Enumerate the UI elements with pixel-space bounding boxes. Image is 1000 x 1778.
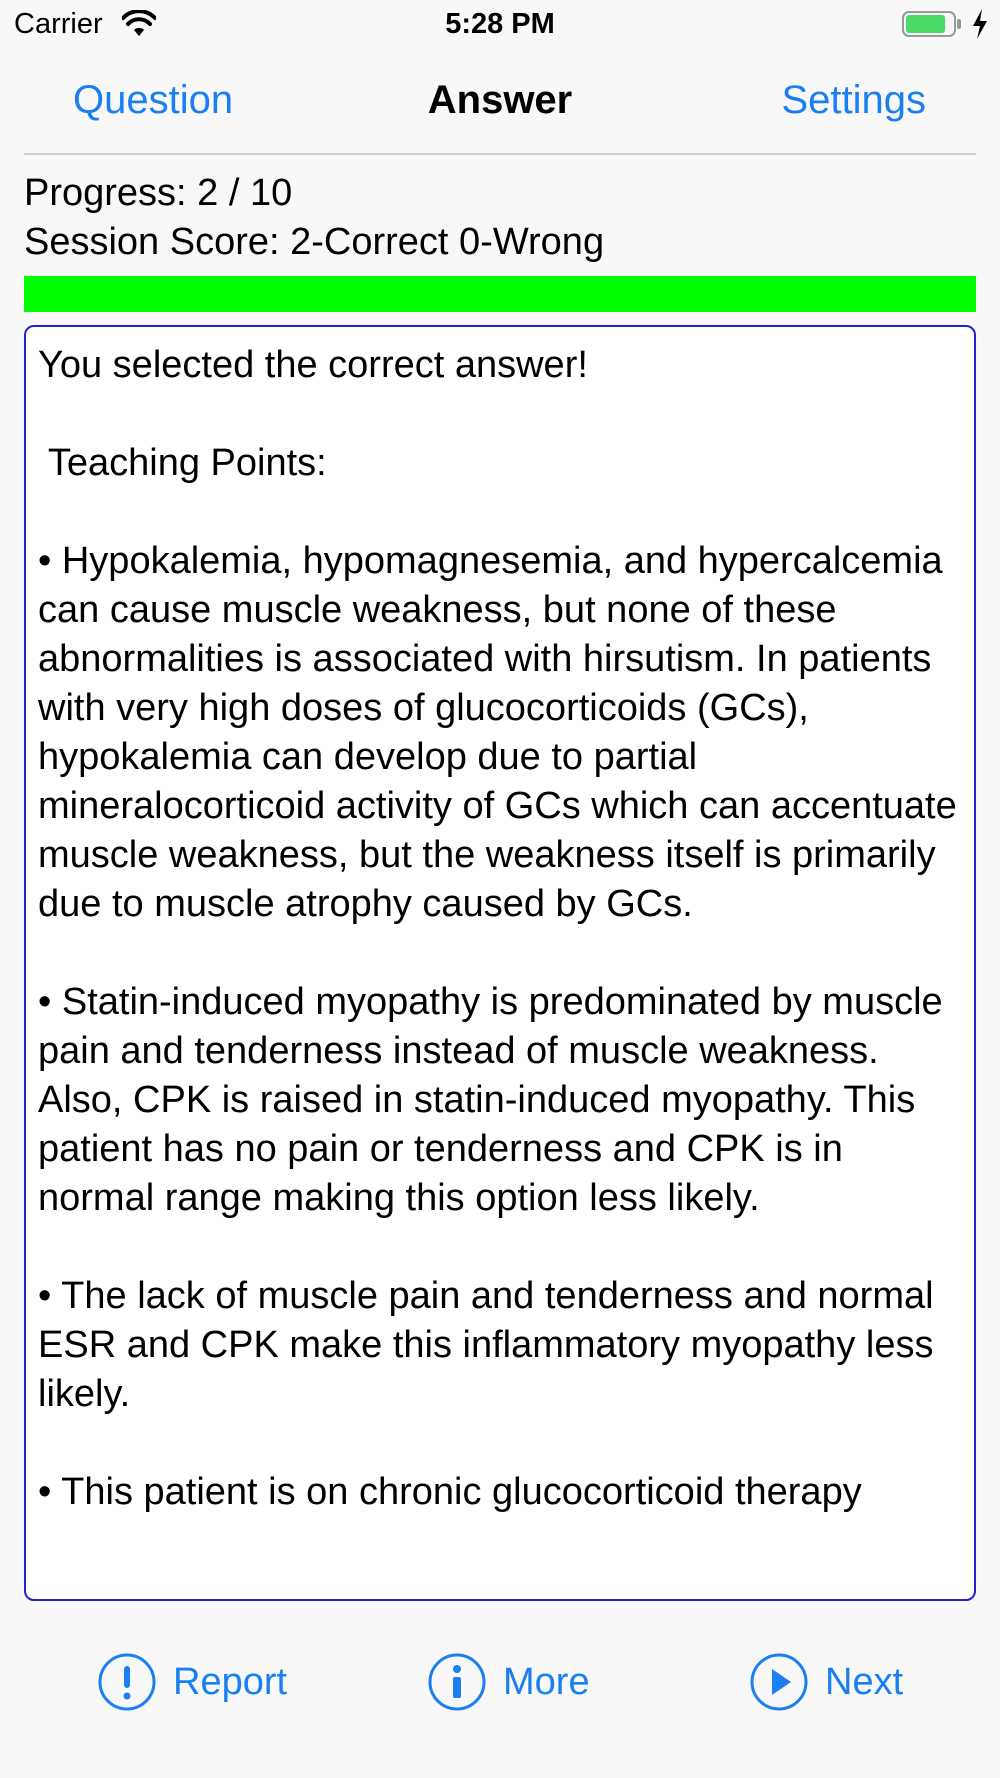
teaching-points-heading: Teaching Points: bbox=[38, 442, 327, 484]
battery-icon bbox=[902, 10, 962, 38]
report-button[interactable] bbox=[97, 1650, 287, 1714]
nav-divider bbox=[24, 153, 976, 155]
progress-label: Progress: 2 / 10 bbox=[24, 172, 293, 214]
status-bar bbox=[0, 0, 1000, 50]
settings-button[interactable]: Settings bbox=[781, 78, 926, 122]
play-circle-icon bbox=[749, 1652, 809, 1712]
progress-bar bbox=[24, 276, 976, 312]
charging-bolt-icon bbox=[970, 8, 990, 40]
report-label: Report bbox=[173, 1660, 288, 1703]
navigation-bar bbox=[0, 50, 1000, 154]
info-circle-icon bbox=[427, 1652, 487, 1712]
teaching-point: • The lack of muscle pain and tenderness and normal ESR and CPK make this inflammatory myopathy less likely. bbox=[38, 1275, 934, 1415]
more-label: More bbox=[503, 1660, 590, 1703]
carrier-label: Carrier bbox=[14, 8, 103, 40]
session-score-label: Session Score: 2-Correct 0-Wrong bbox=[24, 221, 605, 263]
result-message: You selected the correct answer! bbox=[38, 344, 588, 386]
more-button[interactable] bbox=[427, 1650, 590, 1714]
teaching-point: • Hypokalemia, hypomagnesemia, and hypercalcemia can cause muscle weakness, but none of these abnormalities is associated with hirsutism. In patients with very high doses of glucocorticoids (GCs), hypokalemia can develop due to partial mineralocorticoid activity of GCs which can accentuate muscle weakness, but the weakness itself is primarily due to muscle atrophy caused by GCs. bbox=[38, 540, 957, 925]
clock: 5:28 PM bbox=[445, 8, 555, 40]
answer-text-view[interactable] bbox=[24, 325, 976, 1601]
bottom-toolbar bbox=[0, 1640, 1000, 1730]
page-title: Answer bbox=[427, 78, 573, 122]
teaching-point: • This patient is on chronic glucocorticoid therapy bbox=[38, 1471, 862, 1513]
progress-bar-fill bbox=[24, 276, 976, 312]
next-label: Next bbox=[825, 1660, 904, 1703]
teaching-point: • Statin-induced myopathy is predominated by muscle pain and tenderness instead of muscle weakness. Also, CPK is raised in statin-induced myopathy. This patient has no pain or tenderness and CPK is in normal range making this option less likely. bbox=[38, 981, 943, 1219]
question-tab-button[interactable]: Question bbox=[73, 78, 234, 122]
next-button[interactable] bbox=[749, 1650, 903, 1714]
exclamation-circle-icon bbox=[97, 1652, 157, 1712]
